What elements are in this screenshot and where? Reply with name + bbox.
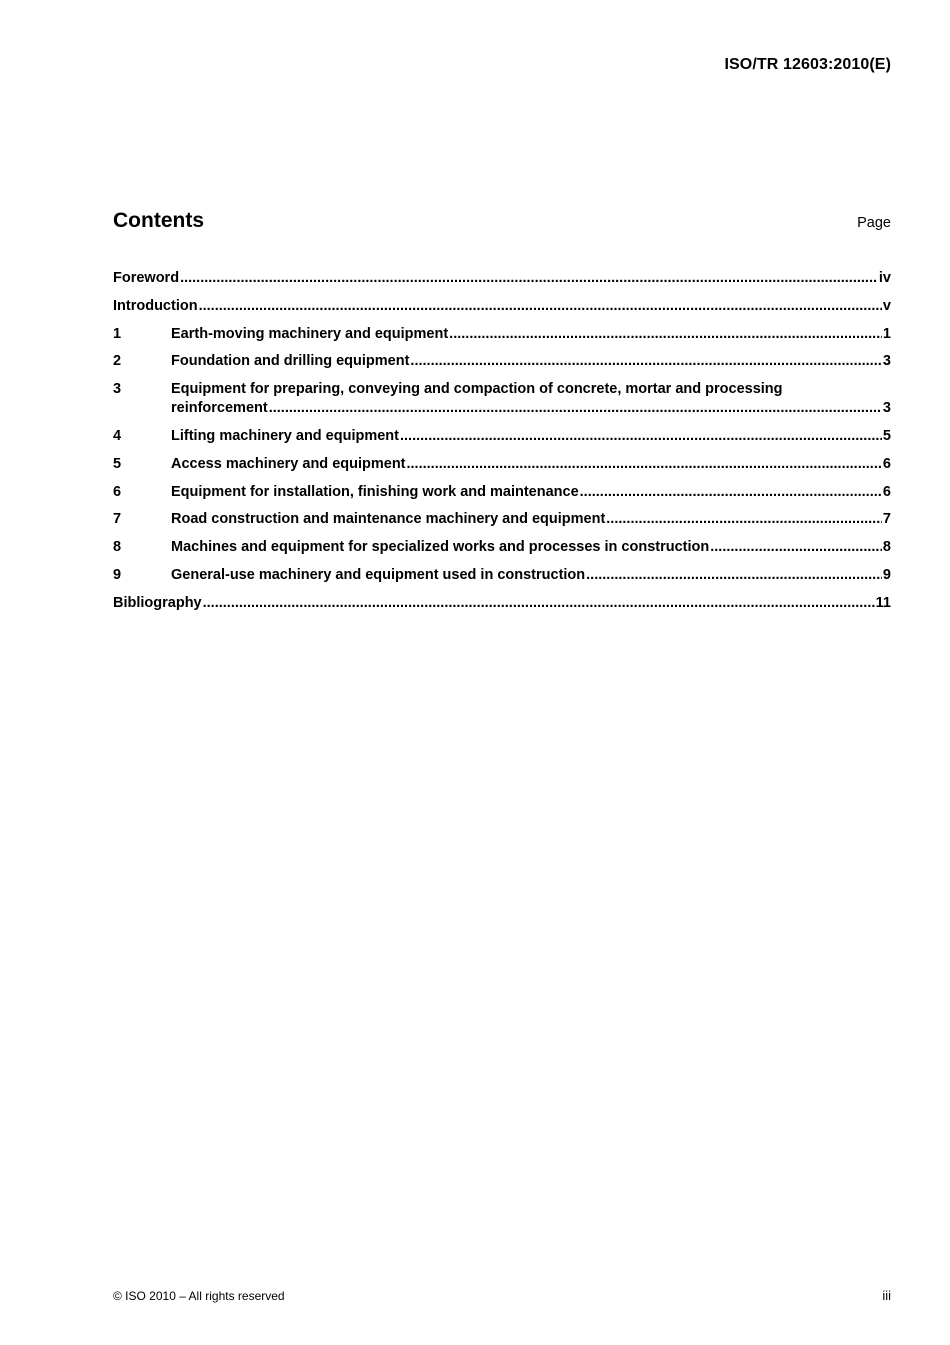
- toc-entry-number: 5: [113, 455, 122, 472]
- toc-entry-page: 1: [882, 325, 891, 342]
- toc-entry-page: iv: [878, 270, 891, 286]
- toc-entry-bibliography[interactable]: [113, 594, 891, 613]
- toc-entry-title: reinforcement: [171, 400, 268, 417]
- toc-entry-title: Foundation and drilling equipment: [171, 353, 410, 370]
- toc-entry-title: Lifting machinery and equipment: [171, 427, 399, 444]
- dot-leader: [180, 269, 878, 288]
- dot-leader: [400, 427, 882, 446]
- contents-title: Contents: [113, 209, 204, 232]
- dot-leader: [606, 510, 882, 529]
- toc-entry-title: Access machinery and equipment: [171, 455, 406, 472]
- toc-entry-5[interactable]: [113, 455, 891, 474]
- toc-entry-title: Machines and equipment for specialized works and processes in construction: [171, 539, 710, 556]
- page-column-label: Page: [857, 215, 891, 231]
- toc-entry-3[interactable]: [113, 380, 891, 418]
- toc-entry-page: 5: [882, 427, 891, 444]
- toc-entry-page: 6: [882, 483, 891, 500]
- toc-entry-2[interactable]: [113, 352, 891, 371]
- dot-leader: [580, 483, 882, 502]
- toc-entry-page: 6: [882, 455, 891, 472]
- contents-header: [113, 209, 891, 239]
- toc-entry-number: 7: [113, 511, 122, 528]
- toc-entry-title: General-use machinery and equipment used in construction: [171, 566, 586, 583]
- toc-entry-number: 6: [113, 483, 122, 500]
- toc-entry-9[interactable]: [113, 566, 891, 585]
- toc-entry-title: Bibliography: [113, 594, 202, 611]
- toc-entry-introduction[interactable]: [113, 297, 891, 316]
- dot-leader: [586, 566, 882, 585]
- toc-entry-title: Foreword: [113, 270, 180, 286]
- toc-entry-4[interactable]: [113, 427, 891, 446]
- toc-entry-1[interactable]: [113, 325, 891, 344]
- document-id: ISO/TR 12603:2010(E): [724, 56, 891, 73]
- dot-leader: [449, 325, 882, 344]
- toc-entry-foreword[interactable]: [113, 269, 891, 288]
- toc-entry-number: 9: [113, 566, 122, 583]
- toc-entry-number: 3: [113, 381, 122, 398]
- toc-entry-title-line1: Equipment for preparing, conveying and compaction of concrete, mortar and processing: [171, 381, 783, 398]
- toc-entry-page: 3: [882, 400, 891, 417]
- toc-entry-number: 2: [113, 353, 122, 370]
- toc-entry-number: 8: [113, 539, 122, 556]
- table-of-contents: [113, 269, 891, 622]
- toc-entry-number: 4: [113, 427, 122, 444]
- dot-leader: [199, 297, 882, 316]
- toc-entry-page: 3: [882, 353, 891, 370]
- toc-entry-page: 7: [882, 511, 891, 528]
- toc-entry-7[interactable]: [113, 510, 891, 529]
- page-number: iii: [882, 1288, 891, 1303]
- dot-leader: [407, 455, 882, 474]
- dot-leader: [410, 352, 882, 371]
- toc-entry-page: 11: [875, 594, 891, 611]
- dot-leader: [269, 399, 882, 418]
- toc-entry-title: Earth-moving machinery and equipment: [171, 325, 449, 342]
- toc-entry-page: v: [882, 297, 891, 314]
- dot-leader: [203, 594, 875, 613]
- toc-entry-title: Equipment for installation, finishing work and maintenance: [171, 483, 579, 500]
- toc-entry-title: Road construction and maintenance machinery and equipment: [171, 511, 606, 528]
- dot-leader: [710, 538, 882, 557]
- toc-entry-6[interactable]: [113, 483, 891, 502]
- toc-entry-page: 9: [882, 566, 891, 583]
- copyright-notice: © ISO 2010 – All rights reserved: [113, 1289, 285, 1303]
- toc-entry-page: 8: [882, 539, 891, 556]
- toc-entry-number: 1: [113, 325, 122, 342]
- toc-entry-title: Introduction: [113, 297, 198, 314]
- toc-entry-8[interactable]: [113, 538, 891, 557]
